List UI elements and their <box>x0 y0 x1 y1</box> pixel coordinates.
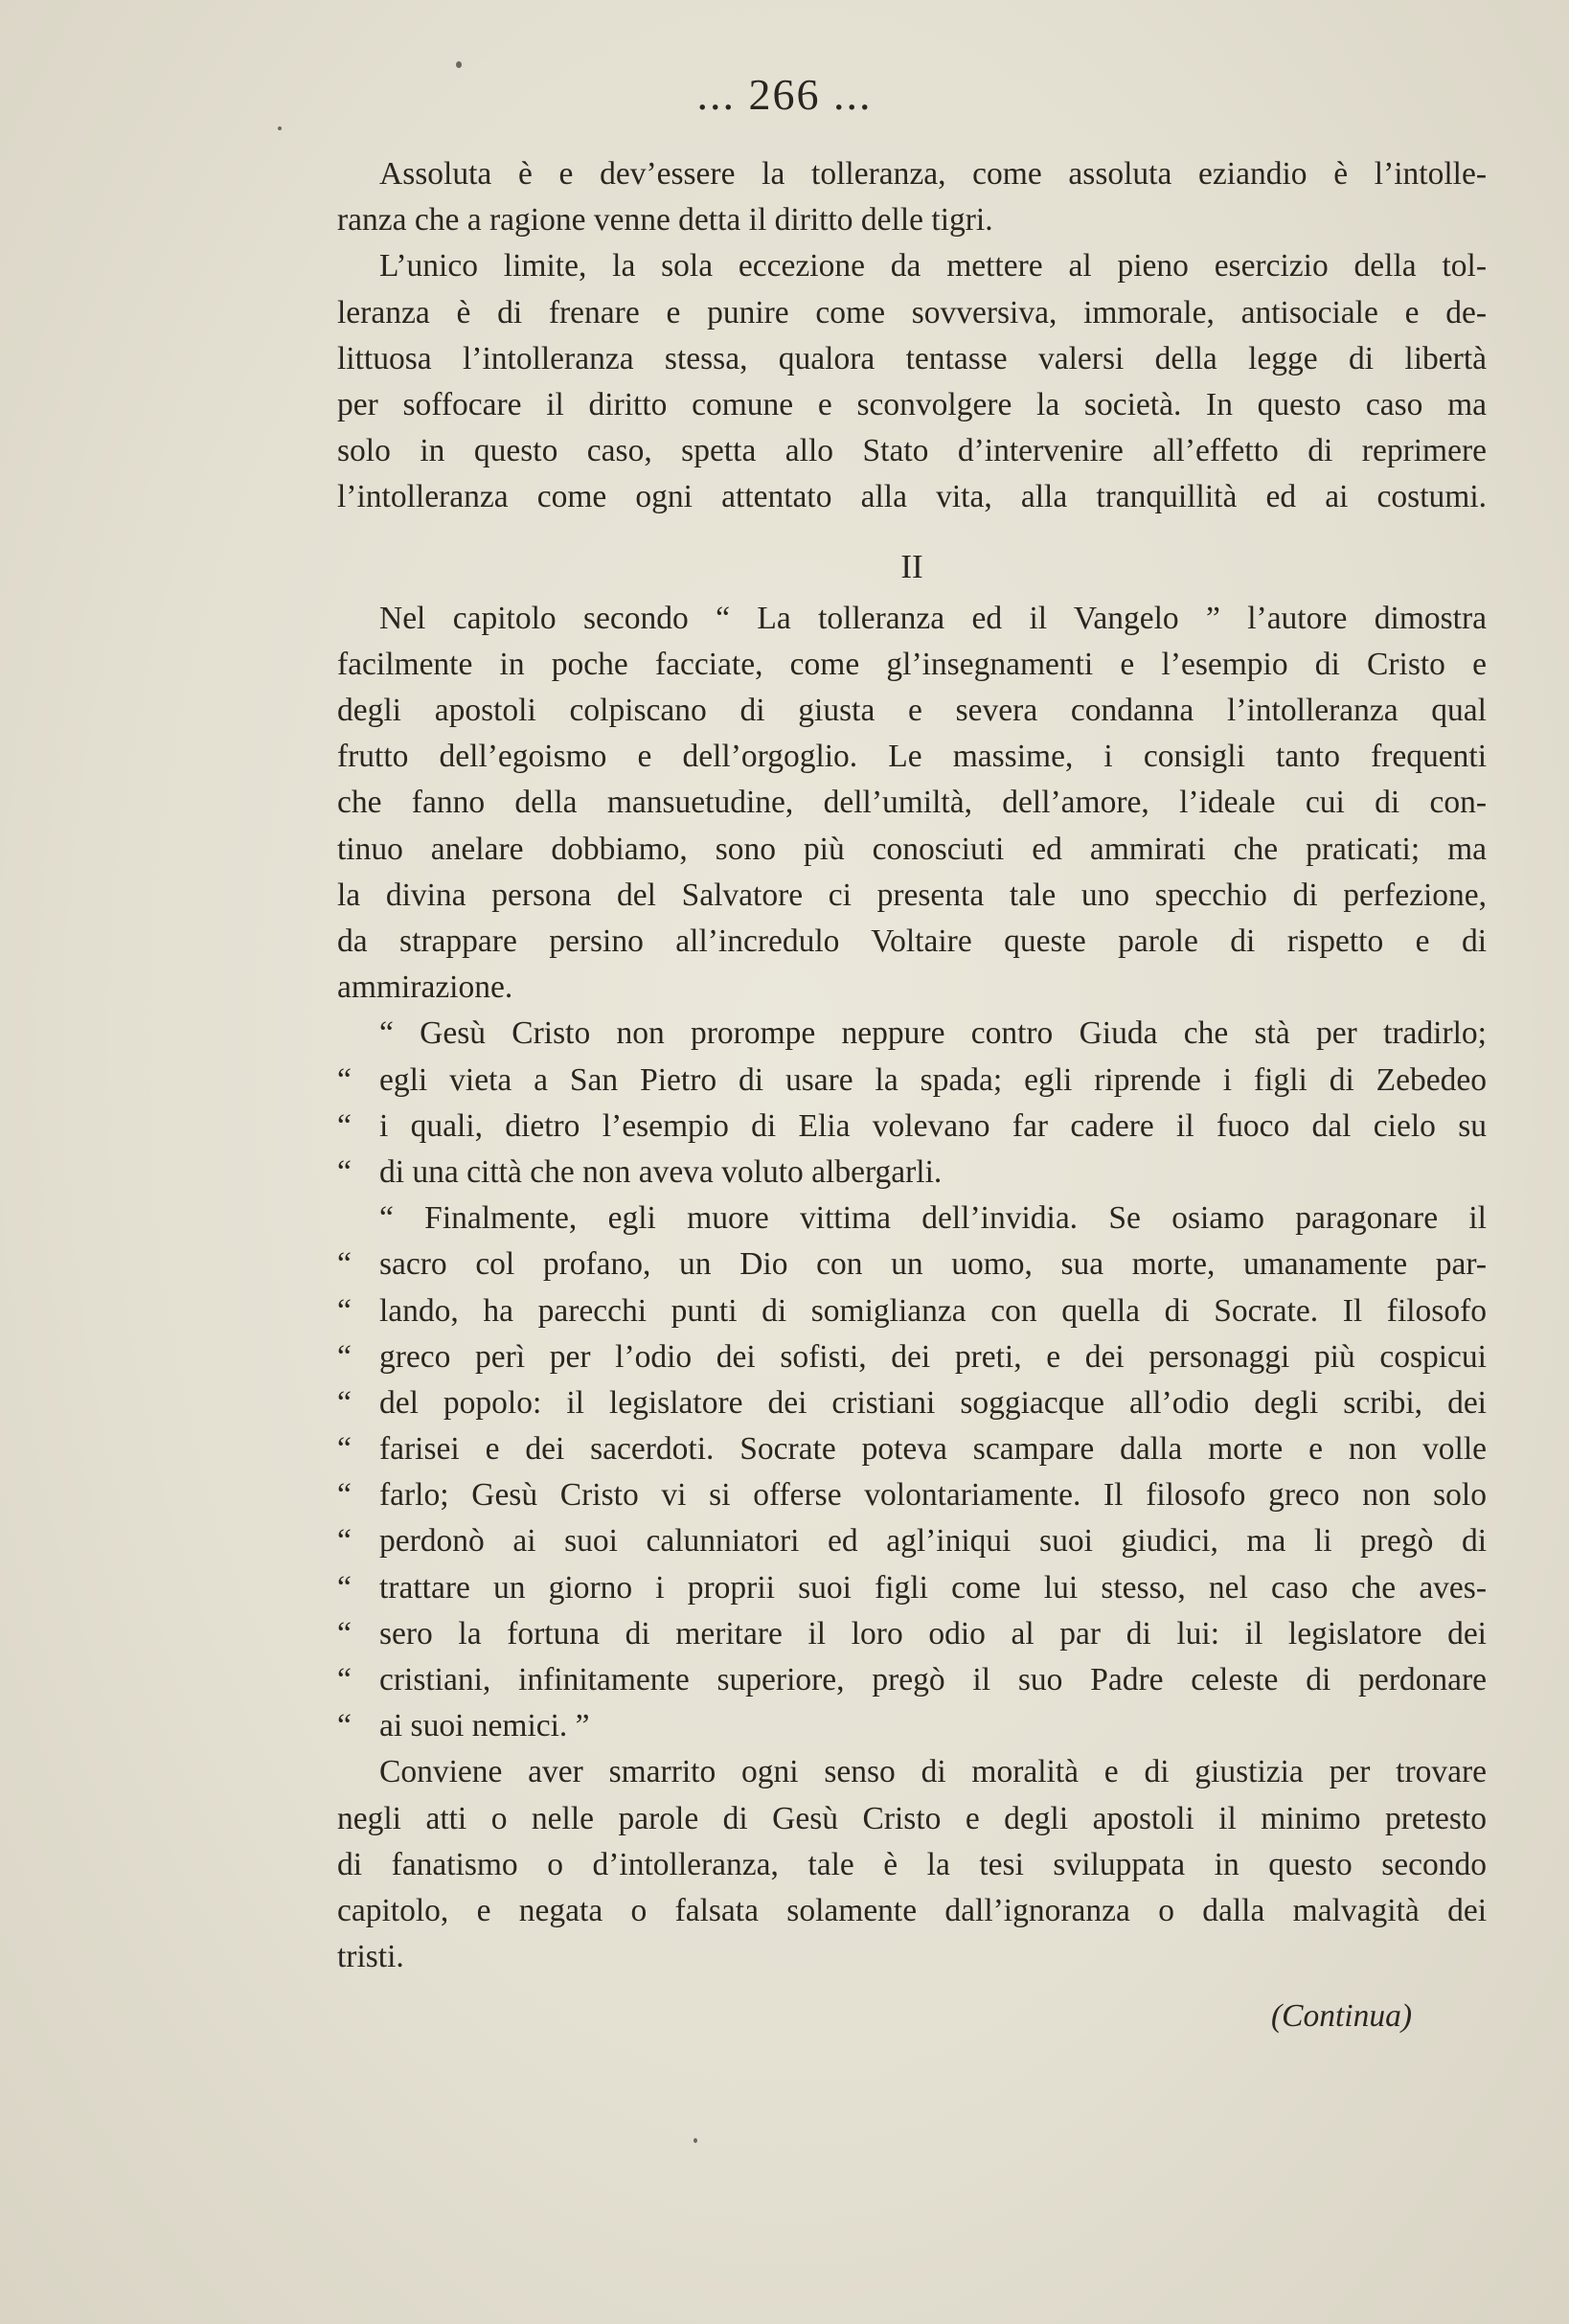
text-line: Conviene aver smarrito ogni senso di moralità e di giustizia per trovare <box>379 1754 1487 1790</box>
quote-mark: “ <box>337 1107 352 1144</box>
quote-line <box>337 1334 1487 1380</box>
ink-speck <box>456 61 462 68</box>
quote-line <box>337 1472 1487 1518</box>
quote-line <box>337 1518 1487 1564</box>
quote-mark: “ <box>337 1061 352 1098</box>
section-heading: II <box>900 547 923 585</box>
quote-mark: “ <box>337 1615 352 1652</box>
quote-line <box>337 1426 1487 1472</box>
quote-text: trattare un giorno i proprii suoi figli come lui stesso, nel caso che aves- <box>379 1569 1487 1606</box>
quote-text: farlo; Gesù Cristo vi si offerse volontariamente. Il filosofo greco non solo <box>379 1477 1487 1514</box>
quote-text: cristiani, infinitamente superiore, pregò il suo Padre celeste di perdonare <box>379 1662 1487 1697</box>
quote-mark: “ <box>337 1662 352 1697</box>
text-line: Assoluta è e dev’essere la tolleranza, come assoluta eziandio è l’intolle- <box>379 156 1487 192</box>
quote-text: sero la fortuna di meritare il loro odio al par di lui: il legislatore dei <box>379 1615 1487 1652</box>
text-line: tristi. <box>337 1939 404 1975</box>
quote-mark: “ <box>337 1153 352 1190</box>
text-line: solo in questo caso, spetta allo Stato d’intervenire all’effetto di reprimere <box>337 433 1487 469</box>
quote-line <box>337 1703 1487 1749</box>
quote-mark: “ <box>337 1431 352 1468</box>
text-line: L’unico limite, la sola eccezione da mettere al pieno esercizio della tol- <box>379 248 1487 285</box>
paragraph <box>337 1749 1487 1980</box>
quote-mark: “ <box>337 1523 352 1560</box>
quote-text: di una città che non aveva voluto albergarli. <box>379 1153 943 1190</box>
text-line: degli apostoli colpiscano di giusta e severa condanna l’intolleranza qual <box>337 693 1487 729</box>
text-line: tinuo anelare dobbiamo, sono più conosciuti ed ammirati che praticati; ma <box>337 831 1487 867</box>
text-line: che fanno della mansuetudine, dell’umiltà, dell’amore, l’ideale cui di con- <box>337 785 1487 821</box>
quote-text: greco perì per l’odio dei sofisti, dei preti, e dei personaggi più cospicui <box>379 1338 1487 1375</box>
quote-line: “ Gesù Cristo non prorompe neppure contro Giuda che stà per tradirlo; <box>379 1015 1487 1052</box>
text-line: capitolo, e negata o falsata solamente dall’ignoranza o dalla malvagità dei <box>337 1892 1487 1928</box>
quote-text: egli vieta a San Pietro di usare la spada; egli riprende i figli di Zebedeo <box>379 1061 1487 1098</box>
quote-mark: “ <box>337 1477 352 1514</box>
quote-line <box>337 1104 1487 1150</box>
text-line: Nel capitolo secondo “ La tolleranza ed il Vangelo ” l’autore dimostra <box>379 600 1487 636</box>
ink-speck <box>694 2138 697 2143</box>
paragraph <box>337 596 1487 1012</box>
quote-line: “ Finalmente, egli muore vittima dell’invidia. Se osiamo paragonare il <box>379 1200 1487 1237</box>
paragraph <box>337 151 1487 243</box>
quote-line <box>337 1565 1487 1611</box>
text-line: per soffocare il diritto comune e sconvolgere la società. In questo caso ma <box>337 386 1487 422</box>
text-line: di fanatismo o d’intolleranza, tale è la tesi sviluppata in questo secondo <box>337 1846 1487 1882</box>
quote-mark: “ <box>337 1292 352 1329</box>
page-number: ... 266 ... <box>696 70 873 119</box>
text-line: ammirazione. <box>337 969 513 1006</box>
quote-line <box>337 1058 1487 1104</box>
quote-line <box>337 1288 1487 1334</box>
quote-line <box>337 1242 1487 1287</box>
text-line: facilmente in poche facciate, come gl’insegnamenti e l’esempio di Cristo e <box>337 646 1487 682</box>
ink-speck <box>278 126 282 130</box>
text-line: frutto dell’egoismo e dell’orgoglio. Le massime, i consigli tanto frequenti <box>337 739 1487 775</box>
quote-line <box>337 1380 1487 1426</box>
block-quote <box>337 1011 1487 1196</box>
body-text <box>337 151 1487 2040</box>
quote-mark: “ <box>337 1708 352 1744</box>
text-line: da strappare persino all’incredulo Voltaire queste parole di rispetto e di <box>337 923 1487 959</box>
quote-text: del popolo: il legislatore dei cristiani soggiacque all’odio degli scribi, dei <box>379 1384 1487 1421</box>
quote-text: ai suoi nemici. ” <box>379 1708 590 1744</box>
paragraph <box>337 243 1487 520</box>
quote-text: i quali, dietro l’esempio di Elia volevano far cadere il fuoco dal cielo su <box>379 1107 1487 1144</box>
text-line: ranza che a ragione venne detta il diritto delle tigri. <box>337 202 993 239</box>
quote-line <box>337 1657 1487 1703</box>
text-line: l’intolleranza come ogni attentato alla vita, alla tranquillità ed ai costumi. <box>337 479 1487 515</box>
text-line: leranza è di frenare e punire come sovversiva, immorale, antisociale e de- <box>337 294 1487 330</box>
quote-text: perdonò ai suoi calunniatori ed agl’iniqui suoi giudici, ma li pregò di <box>379 1523 1487 1560</box>
quote-text: sacro col profano, un Dio con un uomo, sua morte, umanamente par- <box>379 1246 1487 1283</box>
quote-mark: “ <box>337 1384 352 1421</box>
quote-mark: “ <box>337 1246 352 1283</box>
continuation-note: (Continua) <box>1270 1998 1412 2035</box>
block-quote <box>337 1196 1487 1749</box>
quote-mark: “ <box>337 1569 352 1606</box>
quote-text: farisei e dei sacerdoti. Socrate poteva scampare dalla morte e non volle <box>379 1431 1487 1468</box>
quote-text: lando, ha parecchi punti di somiglianza con quella di Socrate. Il filosofo <box>379 1292 1487 1329</box>
text-line: negli atti o nelle parole di Gesù Cristo e degli apostoli il minimo pretesto <box>337 1800 1487 1836</box>
quote-mark: “ <box>337 1338 352 1375</box>
text-line: littuosa l’intolleranza stessa, qualora tentasse valersi della legge di libertà <box>337 340 1487 376</box>
text-line: la divina persona del Salvatore ci presenta tale uno specchio di perfezione, <box>337 877 1487 913</box>
quote-line <box>337 1150 1487 1196</box>
quote-line <box>337 1611 1487 1657</box>
